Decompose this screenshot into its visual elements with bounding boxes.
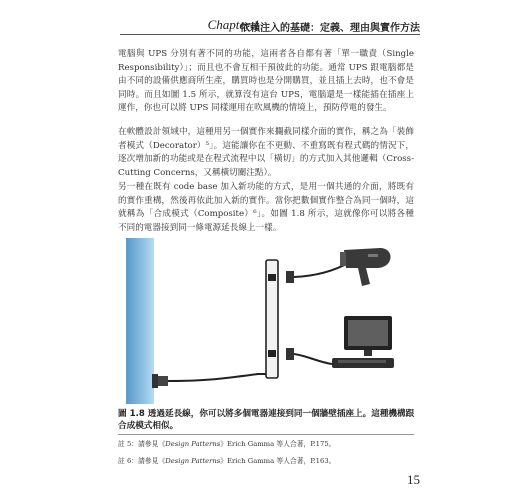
page-number: 15 <box>407 472 420 487</box>
wall-plug <box>158 376 168 386</box>
figure-caption: 圖 1.8 透過延長線，你可以將多個電器連接到同一個牆壁插座上。這種機構跟合成模式相似。 <box>118 409 415 431</box>
computer-icon <box>332 316 394 368</box>
footnote-6: 註 6：請參見《Design Patterns》Erich Gamma 等人合著，P.163。 <box>118 457 336 465</box>
footnote-divider <box>118 434 414 435</box>
power-strip-illustration <box>118 238 414 404</box>
footnote-5: 註 5：請參見《Design Patterns》Erich Gamma 等人合著，P.175。 <box>118 440 336 448</box>
chapter-label: Chapter 1 <box>207 17 260 32</box>
figure-power-strip <box>118 238 414 404</box>
paragraph-ups: 電腦與 UPS 分別有著不同的功能，這兩者各自都有著「單一職責（Single Responsibility）」；而且也不會互相干預彼此的功能。通常 UPS 跟電腦都是由不同的設備供應商所生產，購買時也是分開購買，並且插上去時，也不會是同時。而且如圖 1.5 所示，就算沒有這台 UPS，電腦還是一樣能插在插座上運作，你也可以將 UPS 同樣運用在吹風機的情境上，預防停電的發生。 <box>118 49 414 113</box>
paragraph-composite: 另一種在既有 code base 加入新功能的方式，是用一個共通的介面，將既有的實作重構，然後再依此加入新的實作。當你把數個實作整合為同一個時，這就稱為「合成模式（Composite）⁶」。如圖 1.8 所示，這就像你可以將各種不同的電器接到同一條電源延長線上一樣。 <box>118 182 414 233</box>
wall <box>126 238 154 404</box>
power-cable <box>168 374 266 381</box>
chapter-title: 依賴注入的基礎：定義、理由與實作方法 <box>240 23 420 34</box>
hair-dryer-icon <box>340 248 391 286</box>
wall-socket <box>152 374 158 388</box>
paragraph-decorator: 在軟體設計領域中，這種用另一個實作來攔截同樣介面的實作，稱之為「裝飾者模式（Decorator）⁵」。這能讓你在不更動、不重寫既有程式碼的情況下，逐次增加新的功能或是在程式流程中以「橫切」的方式加入其他邏輯（Cross-Cutting Concerns，又稱橫切關注點）。 <box>118 127 414 178</box>
running-header <box>120 14 420 35</box>
